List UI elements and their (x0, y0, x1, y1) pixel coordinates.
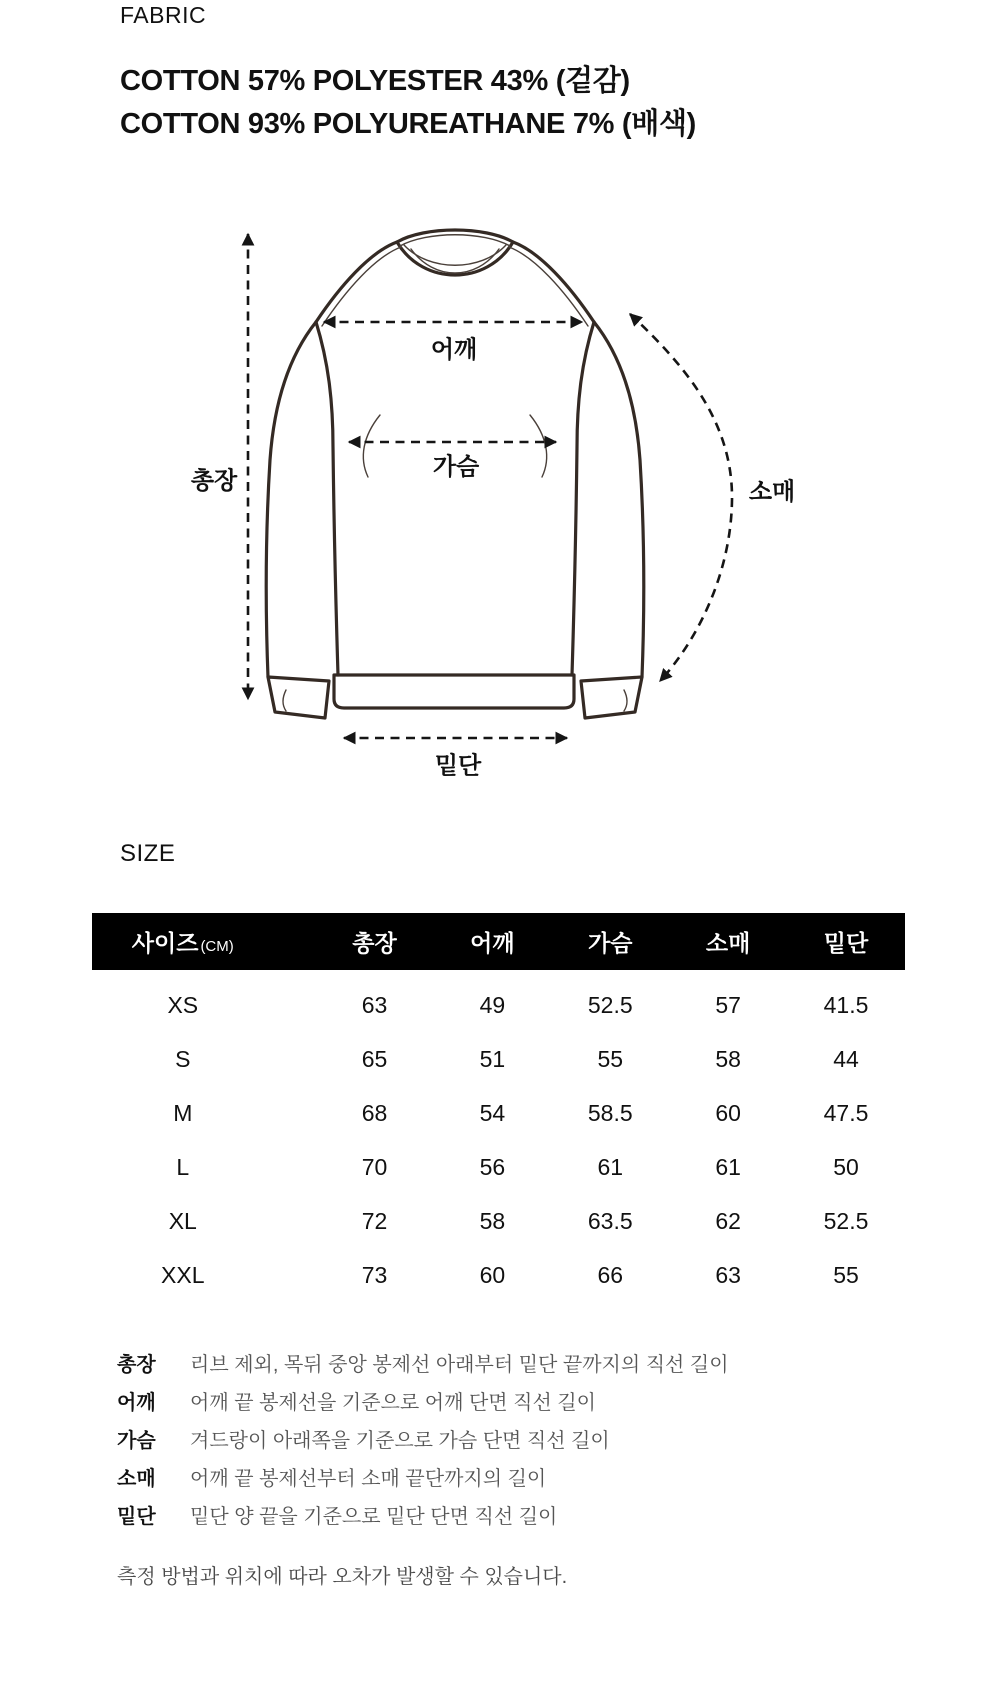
value-cell: 60 (715, 1099, 741, 1126)
row-size-label: XXL (161, 1261, 205, 1288)
table-row (92, 1140, 905, 1194)
table-header-row (92, 913, 905, 970)
value-cell: 51 (479, 1045, 506, 1072)
definition-term: 밑단 (117, 1506, 156, 1528)
table-row (92, 1086, 905, 1140)
value-cell: 54 (479, 1099, 506, 1126)
size-unit-label: (CM) (200, 938, 234, 955)
value-cell: 55 (597, 1045, 624, 1072)
row-size-label: XS (167, 991, 199, 1018)
value-cell: 44 (833, 1045, 859, 1072)
value-cell: 61 (597, 1153, 624, 1180)
row-size-label: M (173, 1099, 193, 1126)
table-row (92, 1032, 905, 1086)
value-cell: 63.5 (587, 1207, 633, 1234)
row-size-label: L (176, 1153, 190, 1180)
value-cell: 56 (479, 1153, 506, 1180)
size-heading: SIZE (120, 840, 176, 867)
value-cell: 60 (479, 1261, 506, 1288)
definition-desc: 어깨 끝 봉제선을 기준으로 어깨 단면 직선 길이 (190, 1392, 596, 1414)
shoulder-label: 어깨 (430, 336, 478, 364)
row-size-label: S (175, 1045, 191, 1072)
value-cell: 52.5 (823, 1207, 869, 1234)
definition-row (117, 1348, 729, 1386)
definition-term: 총장 (117, 1354, 156, 1376)
definition-desc: 어깨 끝 봉제선부터 소매 끝단까지의 길이 (190, 1468, 547, 1490)
definition-term: 어깨 (117, 1392, 156, 1414)
definition-row (117, 1424, 729, 1462)
size-table (92, 913, 905, 1302)
row-size-label: XL (168, 1207, 197, 1234)
measurement-tolerance-note: 측정 방법과 위치에 따라 오차가 발생할 수 있습니다. (117, 1566, 568, 1588)
definition-term: 소매 (117, 1468, 156, 1490)
fabric-composition-line-contrast: COTTON 93% POLYUREATHANE 7% (배색) (120, 108, 697, 140)
header-cell-hem: 밑단 (823, 930, 869, 956)
value-cell: 72 (361, 1207, 388, 1234)
value-cell: 62 (715, 1207, 741, 1234)
header-cell-shoulder: 어깨 (470, 930, 515, 956)
value-cell: 52.5 (587, 991, 633, 1018)
fabric-heading: FABRIC (120, 2, 207, 28)
value-cell: 70 (361, 1153, 388, 1180)
measurement-arrows (248, 234, 732, 738)
value-cell: 65 (361, 1045, 388, 1072)
sleeve-label: 소매 (748, 478, 796, 506)
value-cell: 63 (715, 1261, 741, 1288)
header-cell-sleeve: 소매 (705, 930, 751, 956)
definition-row (117, 1500, 729, 1538)
fabric-composition-line-outer: COTTON 57% POLYESTER 43% (겉감) (120, 65, 630, 97)
value-cell: 73 (361, 1261, 388, 1288)
definition-desc: 밑단 양 끝을 기준으로 밑단 단면 직선 길이 (190, 1506, 558, 1528)
definition-desc: 겨드랑이 아래쪽을 기준으로 가슴 단면 직선 길이 (190, 1430, 610, 1452)
value-cell: 49 (479, 991, 506, 1018)
value-cell: 47.5 (823, 1099, 869, 1126)
header-cell-chest: 가슴 (588, 930, 633, 956)
value-cell: 57 (715, 991, 741, 1018)
table-row (92, 1194, 905, 1248)
fabric-composition (120, 60, 696, 146)
table-row (92, 1248, 905, 1302)
definition-term: 가슴 (117, 1430, 156, 1452)
header-cell-size (92, 925, 316, 958)
table-row (92, 978, 905, 1032)
size-column-label: 사이즈 (131, 930, 199, 956)
value-cell: 58 (715, 1045, 741, 1072)
value-cell: 41.5 (823, 991, 869, 1018)
definition-row (117, 1462, 729, 1500)
chest-label: 가슴 (432, 453, 480, 481)
value-cell: 58 (479, 1207, 506, 1234)
value-cell: 66 (597, 1261, 624, 1288)
definition-row (117, 1386, 729, 1424)
hem-label: 밑단 (434, 752, 482, 780)
value-cell: 50 (833, 1153, 859, 1180)
header-cell-length: 총장 (352, 930, 397, 956)
value-cell: 58.5 (587, 1099, 633, 1126)
value-cell: 63 (361, 991, 388, 1018)
value-cell: 55 (833, 1261, 859, 1288)
length-label: 총장 (190, 467, 238, 495)
value-cell: 61 (715, 1153, 741, 1180)
sleeve-arrow (630, 314, 732, 681)
table-body (92, 970, 905, 1302)
definition-desc: 리브 제외, 목뒤 중앙 봉제선 아래부터 밑단 끝까지의 직선 길이 (190, 1354, 729, 1376)
measurement-definitions (117, 1348, 729, 1538)
value-cell: 68 (361, 1099, 388, 1126)
